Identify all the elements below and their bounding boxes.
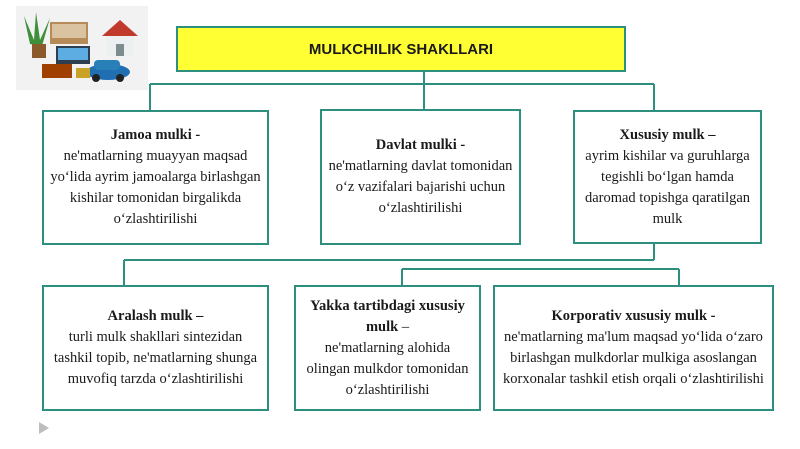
box-jamoa-mulki — [42, 110, 269, 245]
box-yakka-dash: – — [398, 318, 410, 335]
property-collage-icon — [16, 6, 148, 90]
box-yakka-heading — [302, 296, 473, 338]
play-triangle-icon[interactable] — [38, 421, 50, 435]
box-yakka-title: Yakka tartibdagi xususiy mulk — [310, 297, 465, 335]
box-korporativ-body: ne'matlarning ma'lum maqsad yo‘lida o‘zaro birlashgan mulkdorlar mulkiga asoslangan korxonalar tashkil etish orqali o‘zlashtirilishi — [503, 329, 764, 387]
box-korporativ-title: Korporativ xususiy mulk - — [551, 308, 716, 324]
box-xususiy-body: ayrim kishilar va guruhlarga tegishli bo‘lgan hamda daromad topishga qaratilgan mulk — [584, 147, 751, 227]
box-aralash-body: turli mulk shakllari sintezidan tashkil topib, ne'matlarning shunga muvofiq tarzda o‘zlashtirilishi — [53, 329, 258, 387]
box-yakka-body: ne'matlarning alohida olingan mulkdor tomonidan o‘zlashtirilishi — [306, 339, 469, 398]
box-xususiy-title: Xususiy mulk – — [619, 126, 716, 143]
box-davlat-mulki — [320, 109, 521, 245]
box-korporativ-mulk — [493, 285, 774, 411]
box-xususiy-mulk — [573, 110, 762, 244]
box-aralash-mulk — [42, 285, 269, 411]
diagram-title-text: MULKCHILIK SHAKLLARI — [308, 40, 494, 58]
box-jamoa-body: ne'matlarning muayyan maqsad yo‘lida ayrim jamoalarga birlashgan kishilar tomonidan birgalikda o‘zlashtirilishi — [50, 148, 261, 227]
box-aralash-title: Aralash mulk – — [107, 308, 204, 324]
box-davlat-body: ne'matlarning davlat tomonidan o‘z vazifalari bajarishi uchun o‘zlashtirilishi — [328, 158, 513, 216]
box-davlat-title: Davlat mulki - — [375, 137, 466, 153]
box-jamoa-title: Jamoa mulki - — [110, 127, 201, 143]
diagram-title — [176, 26, 626, 72]
box-yakka-tartibdagi — [294, 285, 481, 411]
